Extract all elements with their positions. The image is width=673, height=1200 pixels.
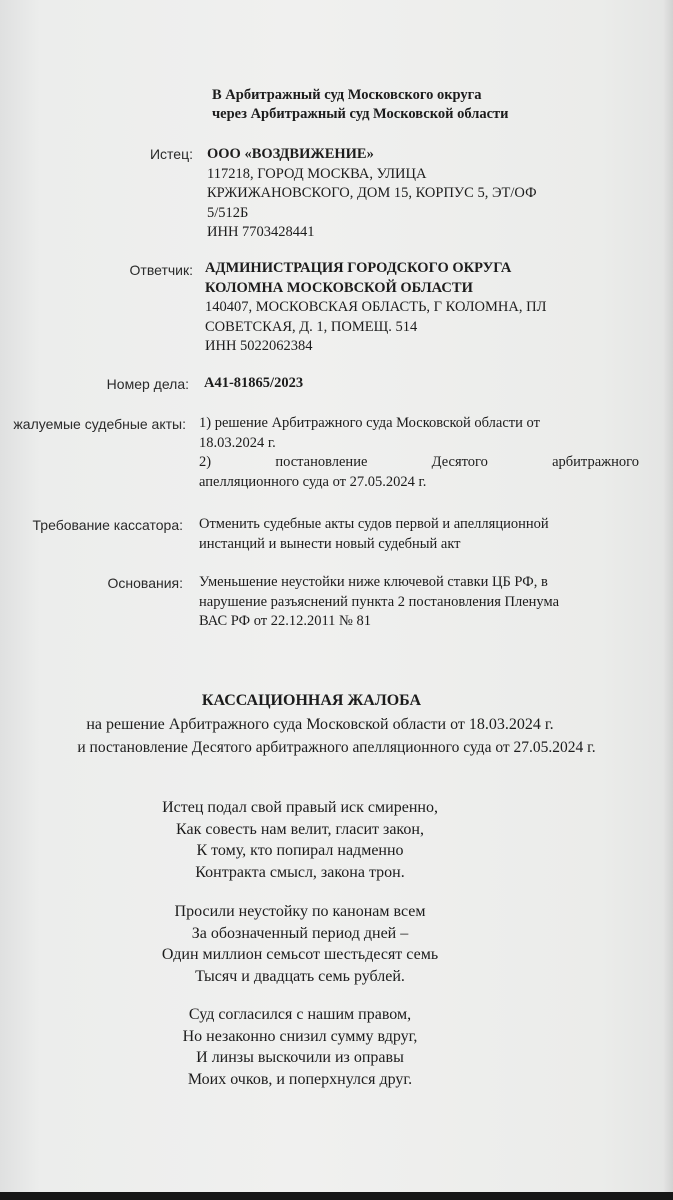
plaintiff-address-2: КРЖИЖАНОВСКОГО, ДОМ 15, КОРПУС 5, ЭТ/ОФ <box>207 185 537 201</box>
appealed-act-2-line-1 <box>199 453 639 473</box>
plaintiff-details <box>207 145 627 243</box>
demand-line-1: Отменить судебные акты судов первой и апелляционной <box>199 516 549 532</box>
grounds-line-2: нарушение разъяснений пункта 2 постановления Пленума <box>199 593 560 610</box>
page-edge-shadow <box>663 0 673 1200</box>
plaintiff-address-3: 5/512Б <box>207 204 249 221</box>
demand-text <box>199 515 639 554</box>
poem-stanza-1 <box>0 797 600 883</box>
poem-line: К тому, кто попирал надменно <box>196 842 404 859</box>
case-label: Номер дела: <box>106 376 189 392</box>
appealed-act-2-word-4: арбитражного <box>552 454 639 470</box>
document-subtitle-1: на решение Арбитражного суда Московской области от 18.03.2024 г. <box>86 716 554 733</box>
defendant-details <box>205 259 635 357</box>
appealed-acts-list <box>199 414 639 492</box>
page-bottom-edge <box>0 1192 673 1200</box>
appealed-acts-label: жалуемые судебные акты: <box>13 416 186 432</box>
appealed-act-2-word-3: Десятого <box>431 454 488 470</box>
poem-line: Просили неустойку по канонам всем <box>174 903 426 920</box>
grounds-text <box>199 573 644 632</box>
appealed-act-2-word-2: постановление <box>275 454 368 470</box>
document-subtitle-2: и постановление Десятого арбитражного апелляционного суда от 27.05.2024 г. <box>77 739 596 756</box>
poem-line: Но незаконно снизил сумму вдруг, <box>182 1027 418 1045</box>
plaintiff-name: ООО «ВОЗДВИЖЕНИЕ» <box>207 146 374 162</box>
defendant-inn: ИНН 5022062384 <box>205 338 313 354</box>
poem-line: Суд согласился с нашим правом, <box>188 1006 412 1023</box>
court-address <box>212 86 509 124</box>
court-line-1: В Арбитражный суд Московского округа <box>212 87 482 103</box>
plaintiff-address-1: 117218, ГОРОД МОСКВА, УЛИЦА <box>207 165 427 182</box>
appealed-act-2-word-1: 2) <box>199 454 212 470</box>
grounds-line-1: Уменьшение неустойки ниже ключевой ставки ЦБ РФ, в <box>199 574 548 590</box>
poem-line: Моих очков, и поперхнулся друг. <box>187 1070 413 1088</box>
demand-label: Требование кассатора: <box>32 517 183 533</box>
grounds-line-3: ВАС РФ от 22.12.2011 № 81 <box>199 613 372 629</box>
defendant-name-1: АДМИНИСТРАЦИЯ ГОРОДСКОГО ОКРУГА <box>205 260 512 276</box>
appealed-act-1-line-1: 1) решение Арбитражного суда Московской области от <box>199 415 540 431</box>
document-title: КАССАЦИОННАЯ ЖАЛОБА <box>201 692 422 709</box>
defendant-address-2: СОВЕТСКАЯ, Д. 1, ПОМЕЩ. 514 <box>205 318 418 335</box>
plaintiff-label: Истец: <box>149 146 193 162</box>
poem-line: Тысяч и двадцать семь рублей. <box>195 967 405 985</box>
demand-line-2: инстанций и вынести новый судебный акт <box>199 535 461 552</box>
grounds-label: Основания: <box>107 575 183 591</box>
case-number: А41-81865/2023 <box>204 375 304 391</box>
poem-stanza-2 <box>0 901 600 987</box>
appealed-act-1-line-2: 18.03.2024 г. <box>199 434 276 451</box>
poem-line: Истец подал свой правый иск смиренно, <box>162 799 438 816</box>
court-line-2: через Арбитражный суд Московской области <box>212 106 509 122</box>
defendant-label: Ответчик: <box>129 262 193 278</box>
appealed-act-2-line-2: апелляционного суда от 27.05.2024 г. <box>199 473 427 490</box>
poem-line: За обозначенный период дней – <box>191 924 409 942</box>
poem-line: Контракта смысл, закона трон. <box>195 863 405 881</box>
plaintiff-inn: ИНН 7703428441 <box>207 224 315 240</box>
poem-line: Один миллион семьсот шестьдесят семь <box>161 946 439 963</box>
poem-line: И линзы выскочили из оправы <box>196 1049 404 1066</box>
defendant-name-2: КОЛОМНА МОСКОВСКОЙ ОБЛАСТИ <box>205 279 473 296</box>
poem-line: Как совесть нам велит, гласит закон, <box>176 820 424 838</box>
poem-stanza-3 <box>0 1004 600 1090</box>
defendant-address-1: 140407, МОСКОВСКАЯ ОБЛАСТЬ, Г КОЛОМНА, ПЛ <box>205 299 547 315</box>
